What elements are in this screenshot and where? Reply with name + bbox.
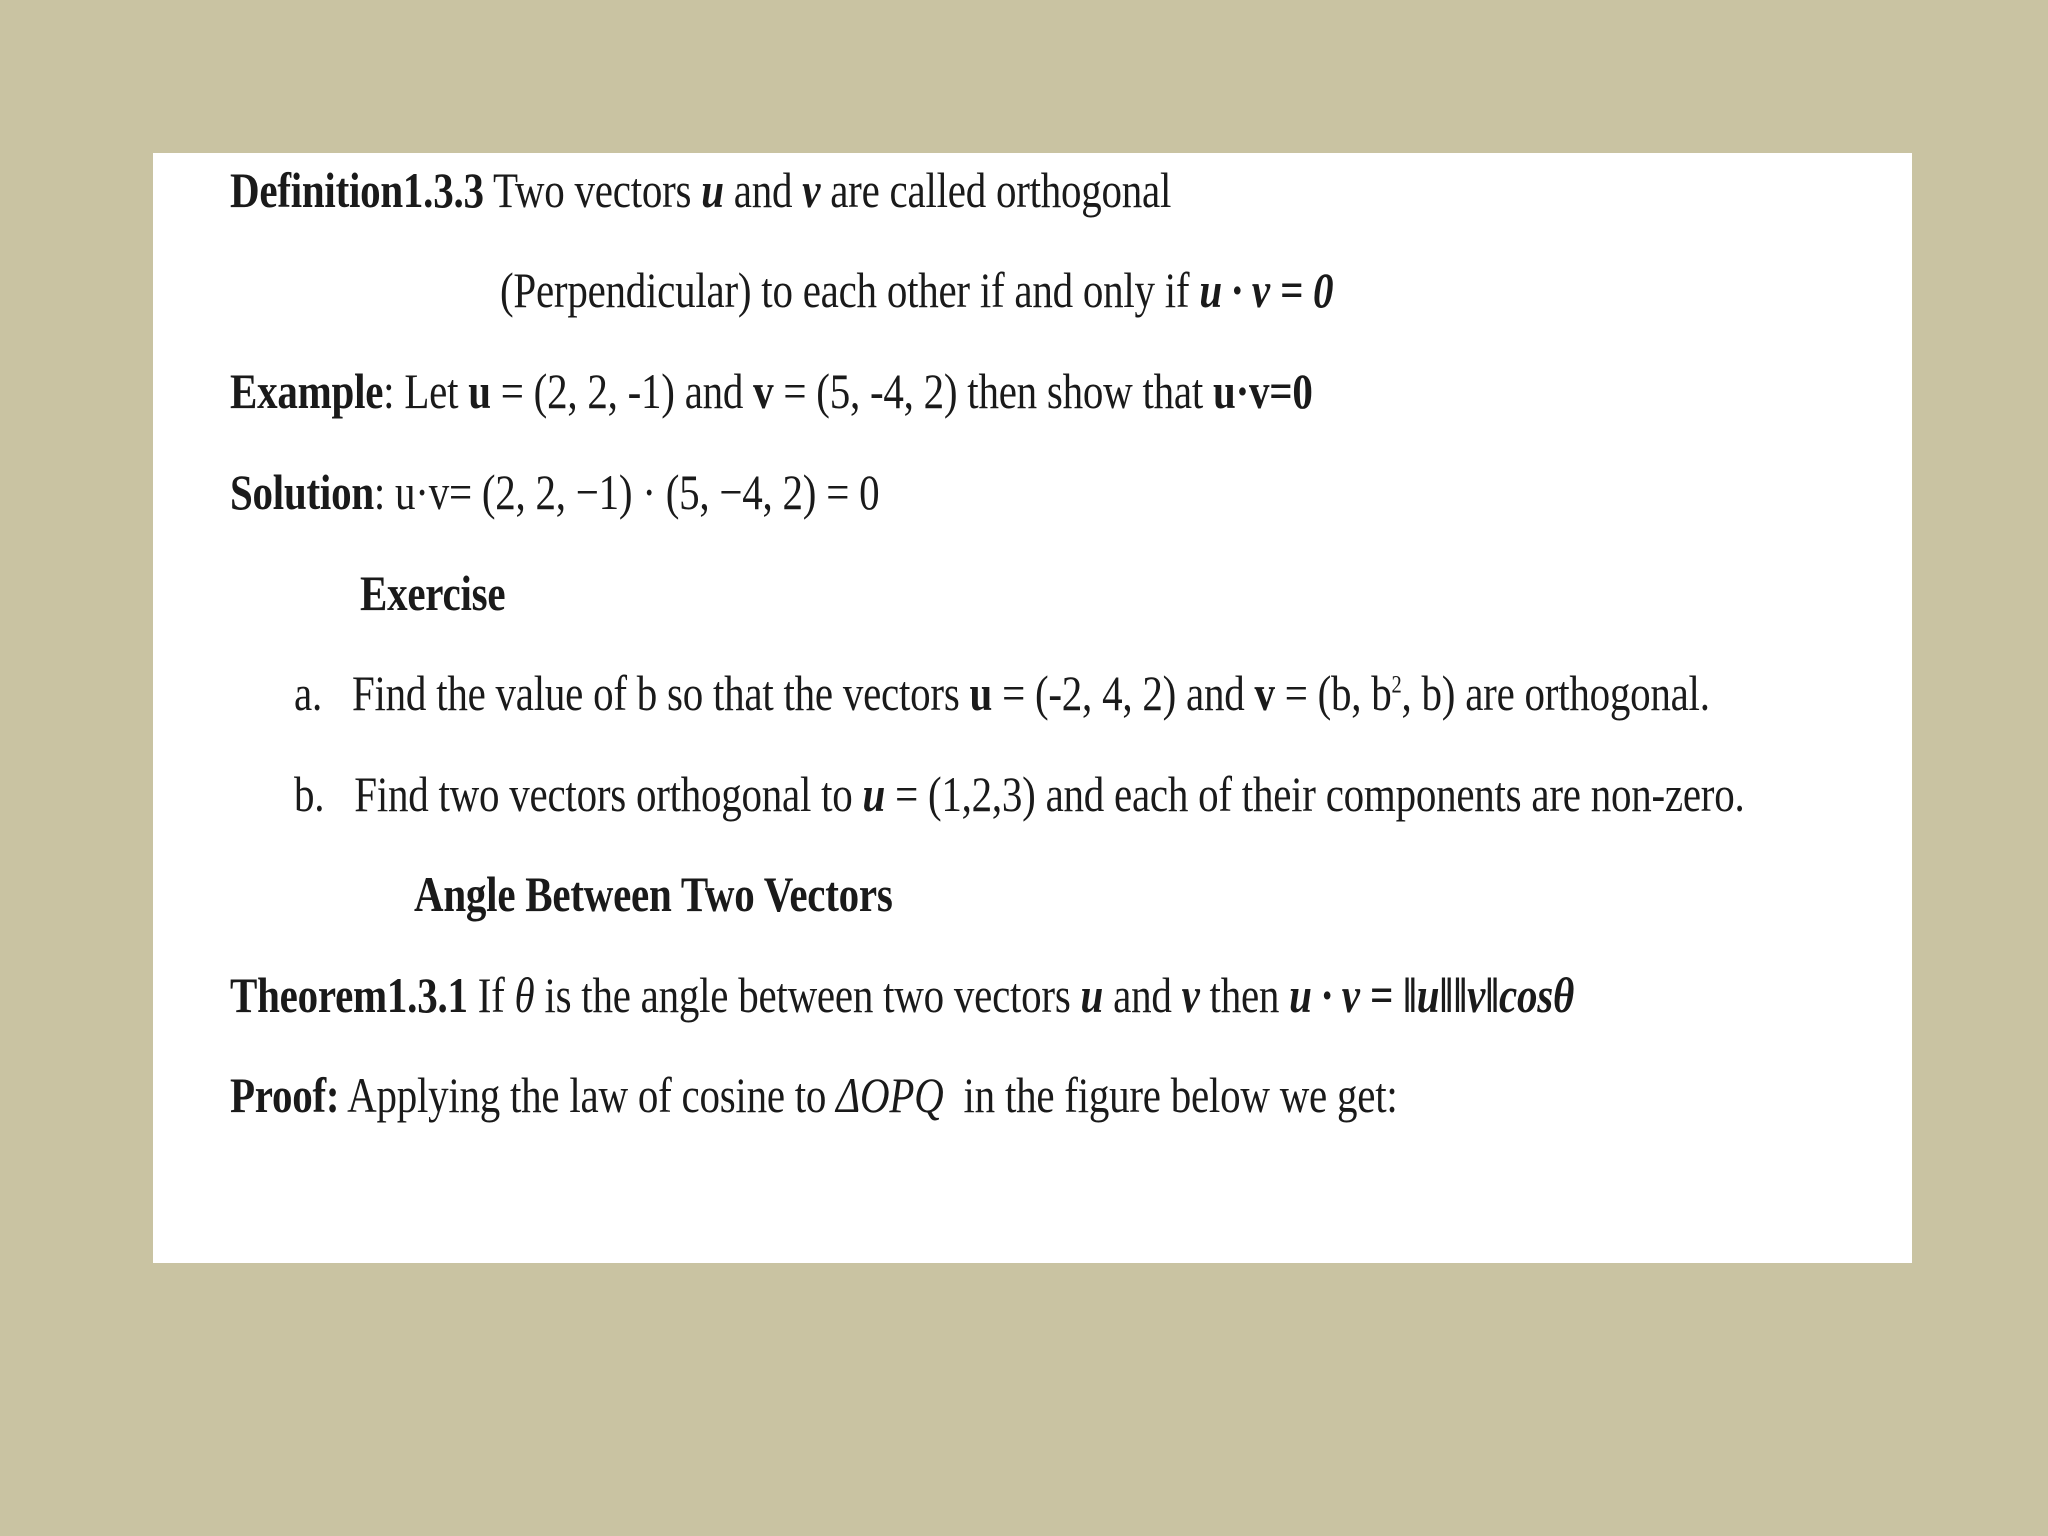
exercise-item-a [294, 663, 1710, 723]
vector-v: v [1254, 665, 1275, 721]
and-text: and [733, 162, 793, 218]
vector-u: u [862, 766, 886, 822]
section-heading: Angle Between Two Vectors [414, 866, 893, 922]
then-text: then [1209, 967, 1280, 1023]
triangle-label: ΔOPQ [836, 1067, 944, 1123]
item-text: Find the value of b so that the vectors [351, 665, 960, 721]
theorem-line [230, 965, 1574, 1025]
proof-line [230, 1065, 1398, 1125]
v-value: = (b, $b^2$, b) are orthogonal. [1284, 665, 1710, 721]
vector-u: u [468, 363, 491, 419]
item-marker: a. [294, 665, 322, 721]
solution-label: Solution [230, 464, 374, 520]
solution-expression: (2, 2, −1) · (5, −4, 2) = 0 [481, 464, 880, 520]
definition-line2-text: (Perpendicular) to each other if and only if [500, 262, 1190, 318]
example-label: Example [230, 363, 384, 419]
exercise-heading [360, 563, 505, 623]
u-value: = (-2, 4, 2) and [1002, 665, 1245, 721]
definition-text-end: are called orthogonal [830, 162, 1172, 218]
theorem-text-2: is the angle between two vectors [544, 967, 1071, 1023]
exercise-item-b [294, 764, 1744, 824]
example-claim: u·v=0 [1213, 363, 1313, 419]
theorem-label: Theorem1.3.1 [230, 967, 468, 1023]
proof-text: Applying the law of cosine to [347, 1067, 827, 1123]
definition-label: Definition1.3.3 [230, 162, 484, 218]
example-text: : Let [383, 363, 459, 419]
theorem-text: If [477, 967, 505, 1023]
solution-text: : u·v= [373, 464, 472, 520]
example-line [230, 361, 1313, 421]
definition-line-1 [230, 160, 1171, 220]
item-marker: b. [294, 766, 325, 822]
theta-symbol: θ [514, 967, 535, 1023]
vector-u: u [701, 162, 724, 218]
definition-line-2 [500, 260, 1333, 320]
document-page [153, 153, 1912, 1263]
angle-heading [414, 864, 893, 924]
vector-v: v [1181, 967, 1200, 1023]
vector-v: v [753, 363, 774, 419]
proof-text-2: in the figure below we get: [963, 1067, 1398, 1123]
proof-label: Proof: [230, 1067, 340, 1123]
vector-u: u [1080, 967, 1104, 1023]
theorem-formula: u · v = ‖u‖‖v‖cosθ [1289, 967, 1574, 1023]
and-text: and [1113, 967, 1172, 1023]
item-text: Find two vectors orthogonal to [354, 766, 853, 822]
vector-v: v [802, 162, 821, 218]
definition-text: Two vectors [492, 162, 692, 218]
superscript: 2 [1391, 671, 1402, 699]
solution-line [230, 462, 879, 522]
v-value: = (5, -4, 2) then show that [783, 363, 1204, 419]
exercise-title: Exercise [360, 565, 506, 621]
u-value: = (1,2,3) and each of their components are non-zero. [895, 766, 1745, 822]
vector-u: u [969, 665, 993, 721]
u-value: = (2, 2, -1) and [500, 363, 744, 419]
orthogonal-condition: u · v = 0 [1199, 262, 1334, 318]
